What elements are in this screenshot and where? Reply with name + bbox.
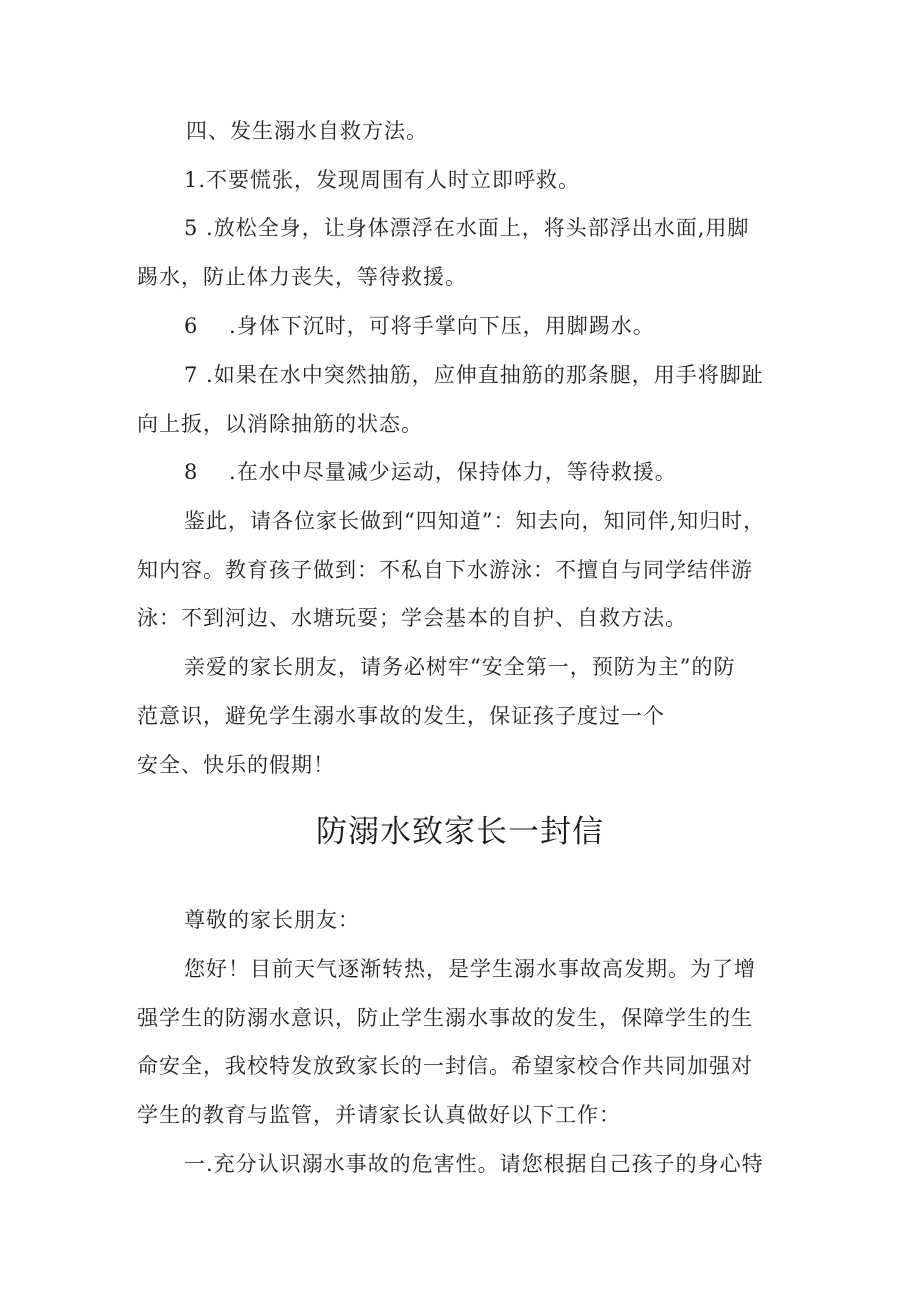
list-item: 8 .在水中尽量减少运动，保持体力，等待救援。 bbox=[184, 460, 677, 484]
paragraph-line: 学生的教育与监管，并请家长认真做好以下工作： bbox=[137, 1103, 621, 1127]
paragraph-line: 您好！目前天气逐渐转热，是学生溺水事故高发期。为了增 bbox=[184, 957, 756, 981]
list-item-continuation: 向上扳，以消除抽筋的状态。 bbox=[137, 412, 423, 436]
list-item: 6 .身体下沉时，可将手掌向下压，用脚踢水。 bbox=[184, 314, 655, 338]
paragraph-line: 一.充分认识溺水事故的危害性。请您根据自己孩子的身心特 bbox=[184, 1152, 764, 1176]
paragraph-line: 强学生的防溺水意识，防止学生溺水事故的发生，保障学生的生 bbox=[137, 1006, 753, 1030]
list-item: 5 .放松全身，让身体漂浮在水面上，将头部浮出水面,用脚 bbox=[184, 216, 750, 240]
letter-title: 防溺水致家长一封信 bbox=[316, 814, 604, 850]
list-item: 7 .如果在水中突然抽筋，应伸直抽筋的那条腿，用手将脚趾 bbox=[184, 363, 764, 387]
paragraph-line: 范意识，避免学生溺水事故的发生，保证孩子度过一个 bbox=[137, 704, 665, 728]
list-item: 1.不要慌张，发现周围有人时立即呼救。 bbox=[184, 168, 581, 192]
paragraph-line: 泳：不到河边、水塘玩耍；学会基本的自护、自救方法。 bbox=[137, 606, 687, 630]
section-heading: 四、发生溺水自救方法。 bbox=[186, 119, 428, 143]
list-item-continuation: 踢水，防止体力丧失，等待救援。 bbox=[137, 265, 467, 289]
paragraph-line: 命安全，我校特发放致家长的一封信。希望家校合作共同加强对 bbox=[137, 1054, 753, 1078]
paragraph-line: 鉴此，请各位家长做到“四知道”：知去向，知同伴,知归时， bbox=[184, 509, 766, 533]
salutation: 尊敬的家长朋友： bbox=[184, 908, 360, 932]
paragraph-line: 亲爱的家长朋友，请务必树牢“安全第一，预防为主”的防 bbox=[184, 655, 736, 679]
paragraph-line: 知内容。教育孩子做到：不私自下水游泳：不擅自与同学结伴游 bbox=[137, 558, 753, 582]
paragraph-line: 安全、快乐的假期！ bbox=[137, 753, 335, 777]
